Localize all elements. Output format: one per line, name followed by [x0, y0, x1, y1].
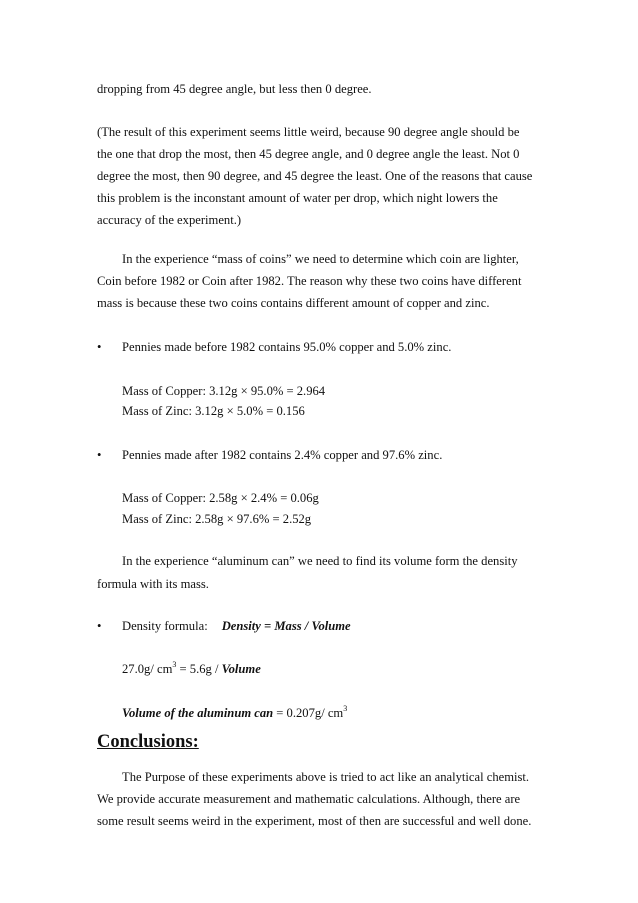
density-label: Density formula:	[122, 619, 208, 633]
paragraph-line: the one that drop the most, then 45 degree angle, and 0 degree angle the least. Not 0	[97, 147, 520, 161]
calculation-line: Mass of Zinc: 2.58g × 97.6% = 2.52g	[122, 512, 312, 526]
density-formula-line	[122, 618, 351, 634]
calculation-line: Mass of Copper: 3.12g × 95.0% = 2.964	[122, 384, 326, 398]
paragraph-line: accuracy of the experiment.)	[97, 213, 242, 227]
bullet-text: Pennies made after 1982 contains 2.4% copper and 97.6% zinc.	[122, 448, 443, 462]
paragraph-line: In the experience “mass of coins” we need to determine which coin are lighter,	[122, 252, 519, 266]
equation-variable: Volume	[221, 662, 261, 676]
paragraph-line: In the experience “aluminum can” we need to find its volume form the density	[122, 554, 518, 568]
bullet-marker: •	[97, 340, 102, 354]
paragraph-line: this problem is the inconstant amount of water per drop, which night lowers the	[97, 191, 498, 205]
volume-value: = 0.207g/ cm	[273, 706, 344, 720]
equation-line	[122, 661, 261, 677]
paragraph-line: dropping from 45 degree angle, but less then 0 degree.	[97, 82, 372, 96]
paragraph-line: degree the most, then 90 degree, and 45 degree the least. One of the reasons that cause	[97, 169, 533, 183]
calculation-line: Mass of Copper: 2.58g × 2.4% = 0.06g	[122, 491, 319, 505]
conclusions-heading: Conclusions:	[97, 732, 199, 752]
paragraph-line: Coin before 1982 or Coin after 1982. The reason why these two coins have different	[97, 274, 522, 288]
paragraph-line: (The result of this experiment seems little weird, because 90 degree angle should be	[97, 125, 520, 139]
density-formula: Density = Mass / Volume	[221, 619, 351, 633]
equation-part: 27.0g/ cm	[122, 662, 173, 676]
bullet-marker: •	[97, 448, 102, 462]
paragraph-line: some result seems weird in the experiment, most of then are successful and well done.	[97, 814, 532, 828]
paragraph-line: formula with its mass.	[97, 577, 209, 591]
equation-part: = 5.6g /	[176, 662, 222, 676]
bullet-text: Pennies made before 1982 contains 95.0% copper and 5.0% zinc.	[122, 340, 452, 354]
volume-label: Volume of the aluminum can	[122, 706, 274, 720]
bullet-marker: •	[97, 619, 102, 633]
paragraph-line: The Purpose of these experiments above is tried to act like an analytical chemist.	[122, 770, 530, 784]
paragraph-line: mass is because these two coins contains different amount of copper and zinc.	[97, 296, 490, 310]
paragraph-line: We provide accurate measurement and mathematic calculations. Although, there are	[97, 792, 521, 806]
superscript: 3	[343, 704, 348, 713]
superscript: 3	[172, 660, 177, 669]
calculation-line: Mass of Zinc: 3.12g × 5.0% = 0.156	[122, 404, 305, 418]
volume-result-line	[122, 705, 347, 721]
